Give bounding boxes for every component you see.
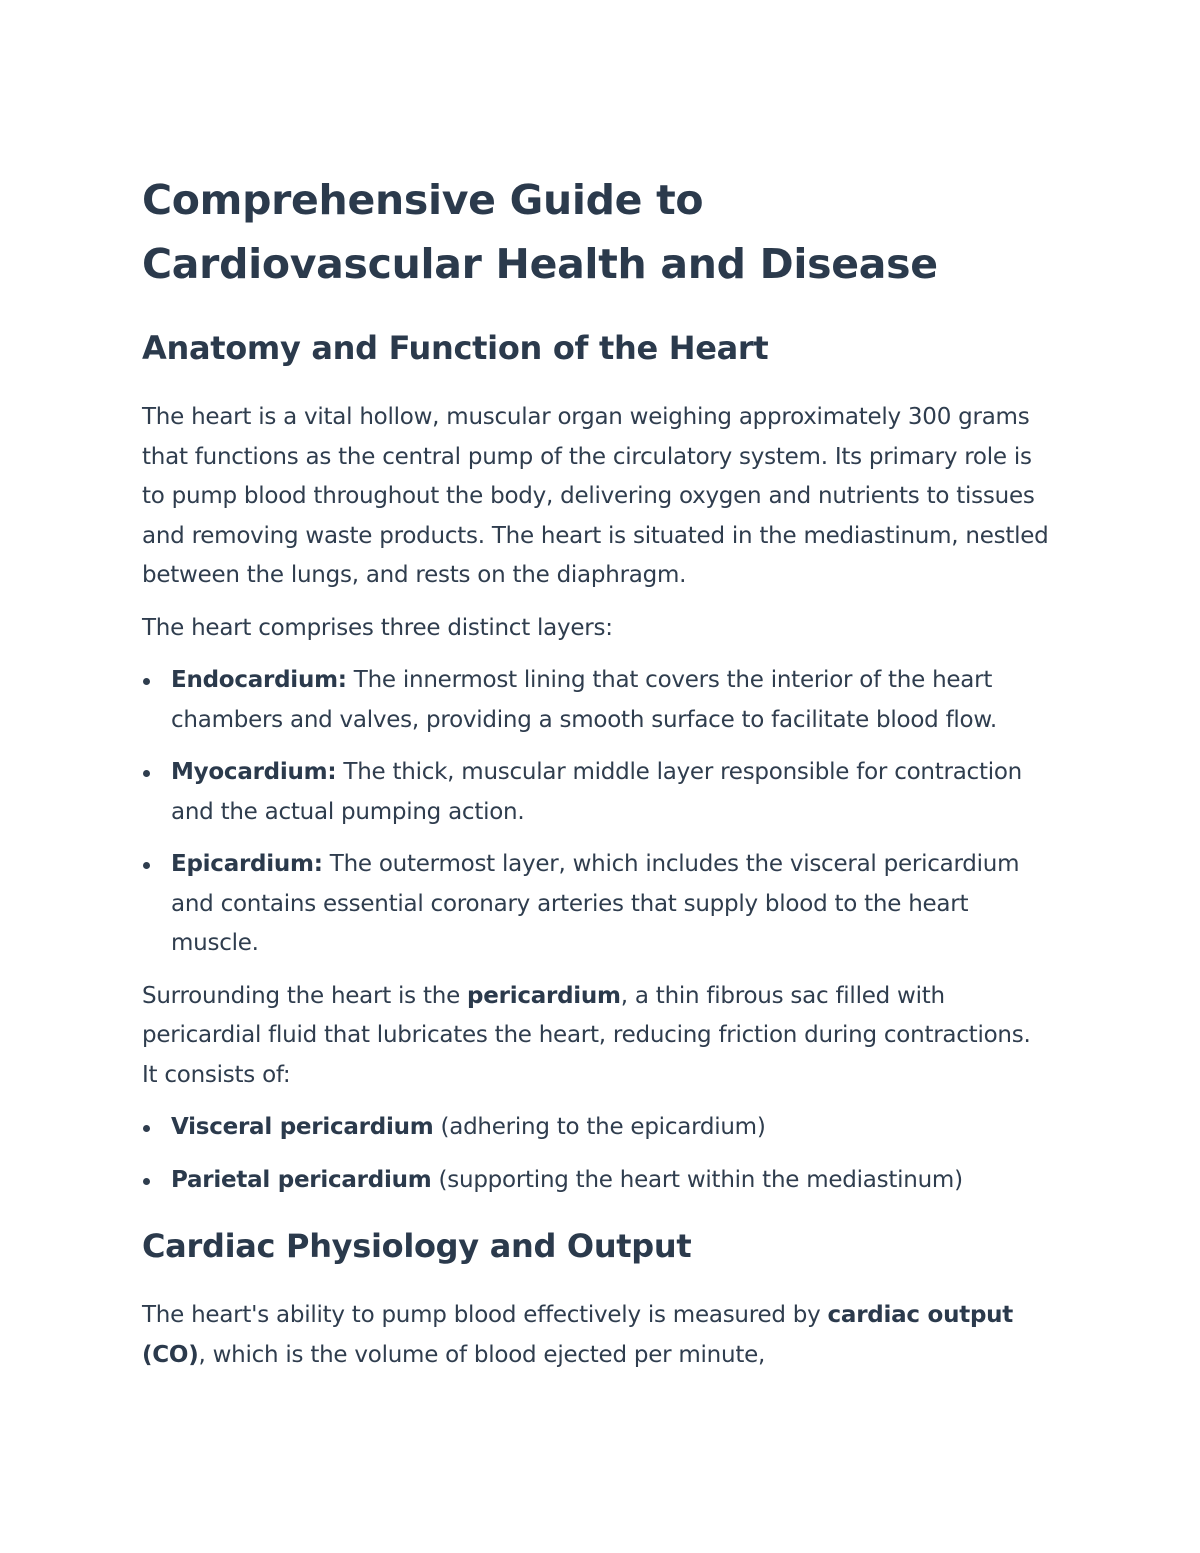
cardiac-output-term: cardiac output (CO) <box>142 1302 1014 1368</box>
bullet-icon <box>143 770 150 777</box>
list-item <box>142 1161 1052 1201</box>
list-item-term: Myocardium: <box>171 759 337 785</box>
bullet-icon <box>143 678 150 685</box>
bullet-icon <box>143 862 150 869</box>
bullet-icon <box>143 1125 150 1132</box>
page-title-line-2: Cardiovascular Health and Disease <box>142 240 938 288</box>
page-title-line-1: Comprehensive Guide to <box>142 176 704 224</box>
list-item <box>142 845 1052 964</box>
list-item-text: (supporting the heart within the mediastinum) <box>431 1166 963 1193</box>
section-heading-anatomy: Anatomy and Function of the Heart <box>142 329 769 367</box>
pericardium-post-text: , a thin fibrous sac filled with pericardial fluid that lubricates the heart, reducing friction during contractions. It consists of: <box>142 982 1031 1088</box>
cardiac-output-post-text: , which is the volume of blood ejected per minute, <box>198 1341 766 1368</box>
page-title <box>142 168 1052 296</box>
section-heading-physiology: Cardiac Physiology and Output <box>142 1227 692 1265</box>
layers-intro-paragraph: The heart comprises three distinct layers: <box>142 614 613 641</box>
pericardium-term: pericardium <box>467 982 621 1009</box>
list-item-term: Endocardium: <box>171 667 347 693</box>
list-item-text: The thick, muscular middle layer responsible for contraction and the actual pumping action. <box>171 759 1023 825</box>
cardiac-output-pre-text: The heart's ability to pump blood effectively is measured by <box>142 1302 828 1328</box>
heart-layers-list <box>142 661 1052 964</box>
list-item-text: The outermost layer, which includes the visceral pericardium and contains essential coronary arteries that supply blood to the heart muscle. <box>171 851 1020 956</box>
list-item-term: Epicardium: <box>171 851 323 877</box>
list-item-text: The innermost lining that covers the interior of the heart chambers and valves, providing a smooth surface to facilitate blood flow. <box>171 667 997 733</box>
pericardium-parts-list <box>142 1108 1052 1200</box>
heart-intro-paragraph: The heart is a vital hollow, muscular organ weighing approximately 300 grams that functions as the central pump of the circulatory system. Its primary role is to pump blood throughout the body, delivering oxygen and nutrients to tissues and removing waste products. The heart is situated in the mediastinum, nestled between the lungs, and rests on the diaphragm. <box>142 404 1049 588</box>
bullet-icon <box>143 1178 150 1185</box>
list-item-term: Visceral pericardium <box>171 1114 434 1140</box>
cardiac-output-paragraph <box>142 1296 1052 1375</box>
pericardium-paragraph <box>142 977 1052 1096</box>
list-item <box>142 661 1052 740</box>
document-page <box>142 168 1052 1388</box>
pericardium-pre-text: Surrounding the heart is the <box>142 982 468 1009</box>
list-item-term: Parietal pericardium <box>171 1166 432 1193</box>
list-item <box>142 1108 1052 1148</box>
list-item <box>142 753 1052 832</box>
list-item-text: (adhering to the epicardium) <box>433 1114 766 1140</box>
